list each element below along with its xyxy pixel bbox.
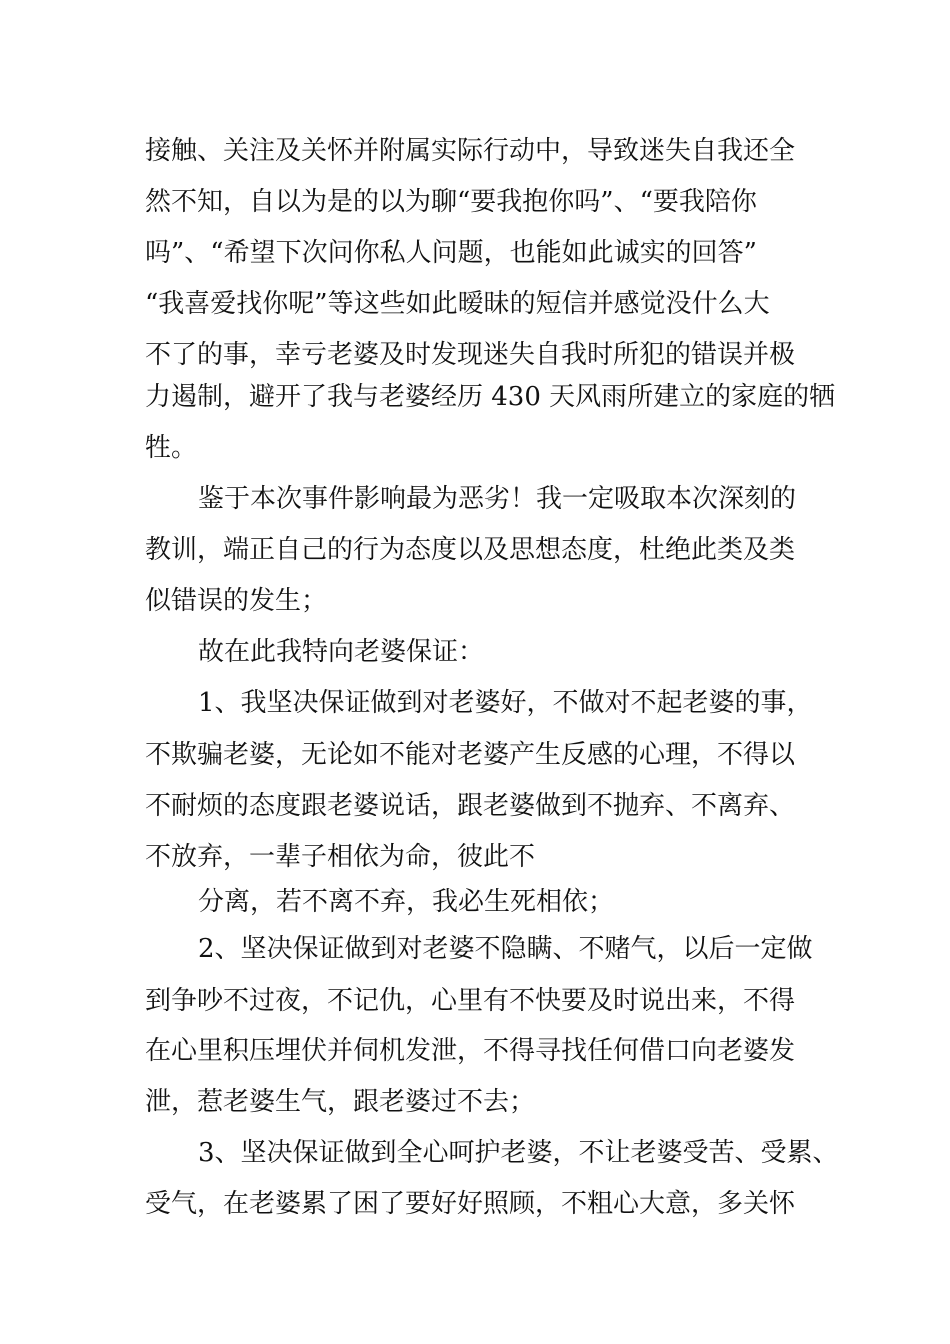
text-line: 在心里积压埋伏并伺机发泄，不得寻找任何借口向老婆发	[145, 1036, 796, 1066]
text-line: 然不知，自以为是的以为聊“要我抱你吗”、“要我陪你	[145, 187, 757, 217]
text-line: 教训，端正自己的行为态度以及思想态度，杜绝此类及类	[145, 535, 796, 565]
text-line: 3、坚决保证做到全心呵护老婆，不让老婆受苦、受累、	[198, 1138, 839, 1168]
text-line: 似错误的发生；	[145, 586, 328, 616]
text-line: 牲。	[145, 433, 198, 463]
text-line: 吗”、“希望下次问你私人问题，也能如此诚实的回答”	[145, 238, 757, 268]
text-line: 力遏制，避开了我与老婆经历 430 天风雨所建立的家庭的牺	[145, 382, 836, 412]
text-line: 不了的事，幸亏老婆及时发现迷失自我时所犯的错误并极	[145, 340, 796, 370]
text-line: 接触、关注及关怀并附属实际行动中，导致迷失自我还全	[145, 136, 796, 166]
text-line: 1、我坚决保证做到对老婆好，不做对不起老婆的事，	[198, 688, 813, 718]
text-line: “我喜爱找你呢”等这些如此暧昧的短信并感觉没什么大	[145, 289, 770, 319]
text-line: 不欺骗老婆，无论如不能对老婆产生反感的心理，不得以	[145, 740, 796, 770]
text-line: 不耐烦的态度跟老婆说话，跟老婆做到不抛弃、不离弃、	[145, 791, 796, 821]
text-line: 泄，惹老婆生气，跟老婆过不去；	[145, 1087, 536, 1117]
text-line: 分离，若不离不弃，我必生死相依；	[198, 887, 615, 917]
text-line: 受气，在老婆累了困了要好好照顾，不粗心大意，多关怀	[145, 1189, 796, 1219]
text-line: 2、坚决保证做到对老婆不隐瞒、不赌气，以后一定做	[198, 934, 813, 964]
text-line: 到争吵不过夜，不记仇，心里有不快要及时说出来，不得	[145, 986, 796, 1016]
text-line: 鉴于本次事件影响最为恶劣！我一定吸取本次深刻的	[198, 484, 797, 514]
text-line: 故在此我特向老婆保证：	[198, 637, 485, 667]
text-line: 不放弃，一辈子相依为命，彼此不	[145, 842, 536, 872]
